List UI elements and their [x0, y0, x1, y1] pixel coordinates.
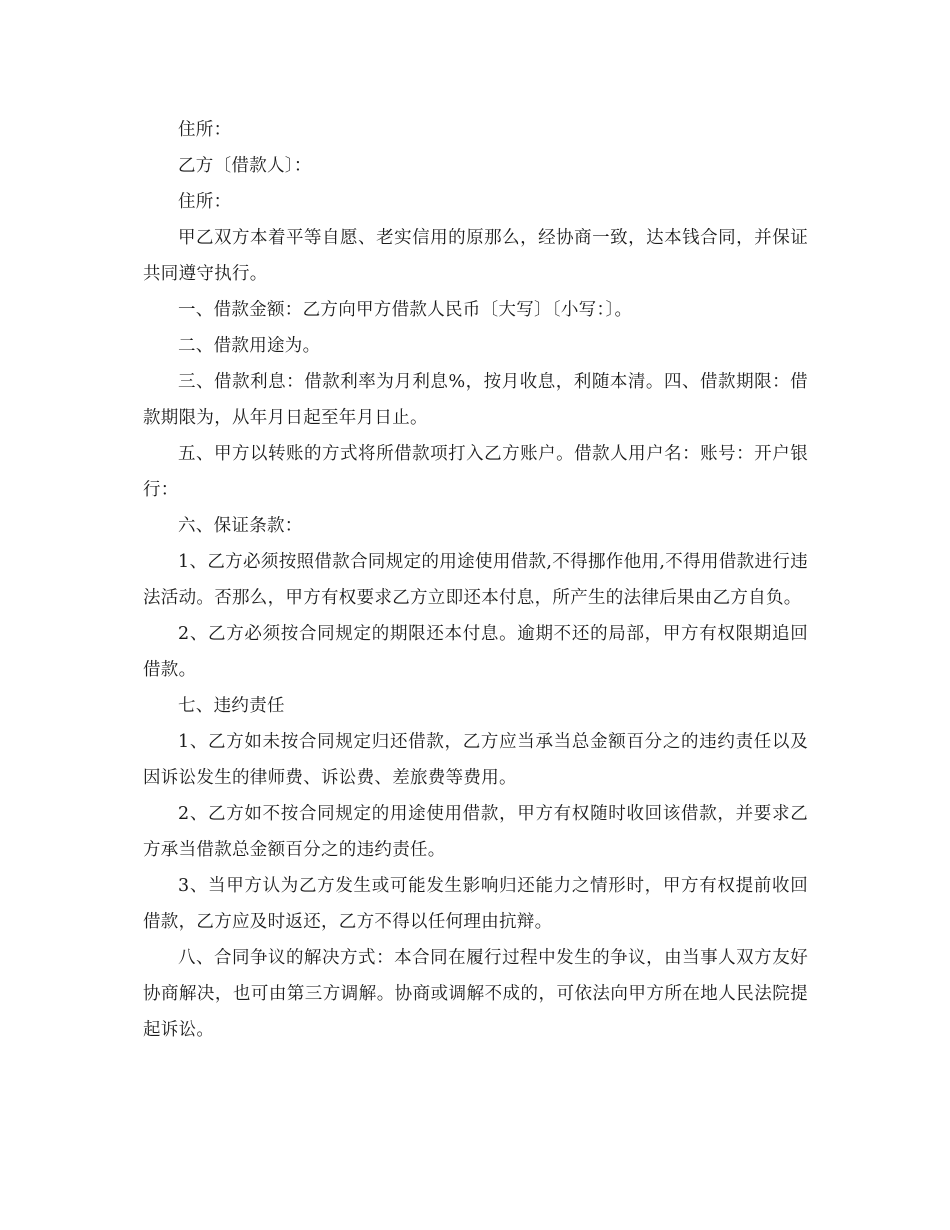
paragraph-domicile-b: 住所：	[178, 192, 232, 212]
paragraph-guarantee-2: 2、乙方必须按合同规定的期限还本付息。逾期不还的局部，甲方有权限期追回借款。	[143, 624, 808, 680]
paragraph-liability-2: 2、乙方如不按合同规定的用途使用借款，甲方有权随时收回该借款，并要求乙方承当借款总金额百分之的违约责任。	[143, 804, 808, 860]
paragraph-liability-heading: 七、违约责任	[178, 696, 285, 716]
paragraph-preamble: 甲乙双方本着平等自愿、老实信用的原那么，经协商一致，达本钱合同，并保证共同遵守执行。	[143, 228, 808, 284]
paragraph-interest-term: 三、借款利息：借款利率为月利息%，按月收息，利随本清。四、借款期限：借款期限为，从年月日起至年月日止。	[143, 372, 808, 428]
paragraph-loan-purpose: 二、借款用途为。	[178, 336, 321, 356]
paragraph-domicile-a: 住所：	[178, 120, 232, 140]
paragraph-liability-1: 1、乙方如未按合同规定归还借款，乙方应当承当总金额百分之的违约责任以及因诉讼发生的律师费、诉讼费、差旅费等费用。	[143, 732, 808, 788]
paragraph-loan-amount: 一、借款金额：乙方向甲方借款人民币〔大写〕〔小写：〕。	[178, 300, 633, 320]
paragraph-transfer: 五、甲方以转账的方式将所借款项打入乙方账户。借款人用户名：账号：开户银行：	[143, 444, 808, 500]
paragraph-party-b: 乙方〔借款人〕：	[178, 156, 312, 176]
document-body	[143, 112, 808, 1048]
paragraph-guarantee-1: 1、乙方必须按照借款合同规定的用途使用借款,不得挪作他用,不得用借款进行违法活动。否那么，甲方有权要求乙方立即还本付息，所产生的法律后果由乙方自负。	[143, 552, 808, 608]
paragraph-dispute-resolution: 八、合同争议的解决方式：本合同在履行过程中发生的争议，由当事人双方友好协商解决，也可由第三方调解。协商或调解不成的，可依法向甲方所在地人民法院提起诉讼。	[143, 948, 808, 1040]
paragraph-guarantee-heading: 六、保证条款：	[178, 516, 303, 536]
paragraph-liability-3: 3、当甲方认为乙方发生或可能发生影响归还能力之情形时，甲方有权提前收回借款，乙方应及时返还，乙方不得以任何理由抗辩。	[143, 876, 808, 932]
